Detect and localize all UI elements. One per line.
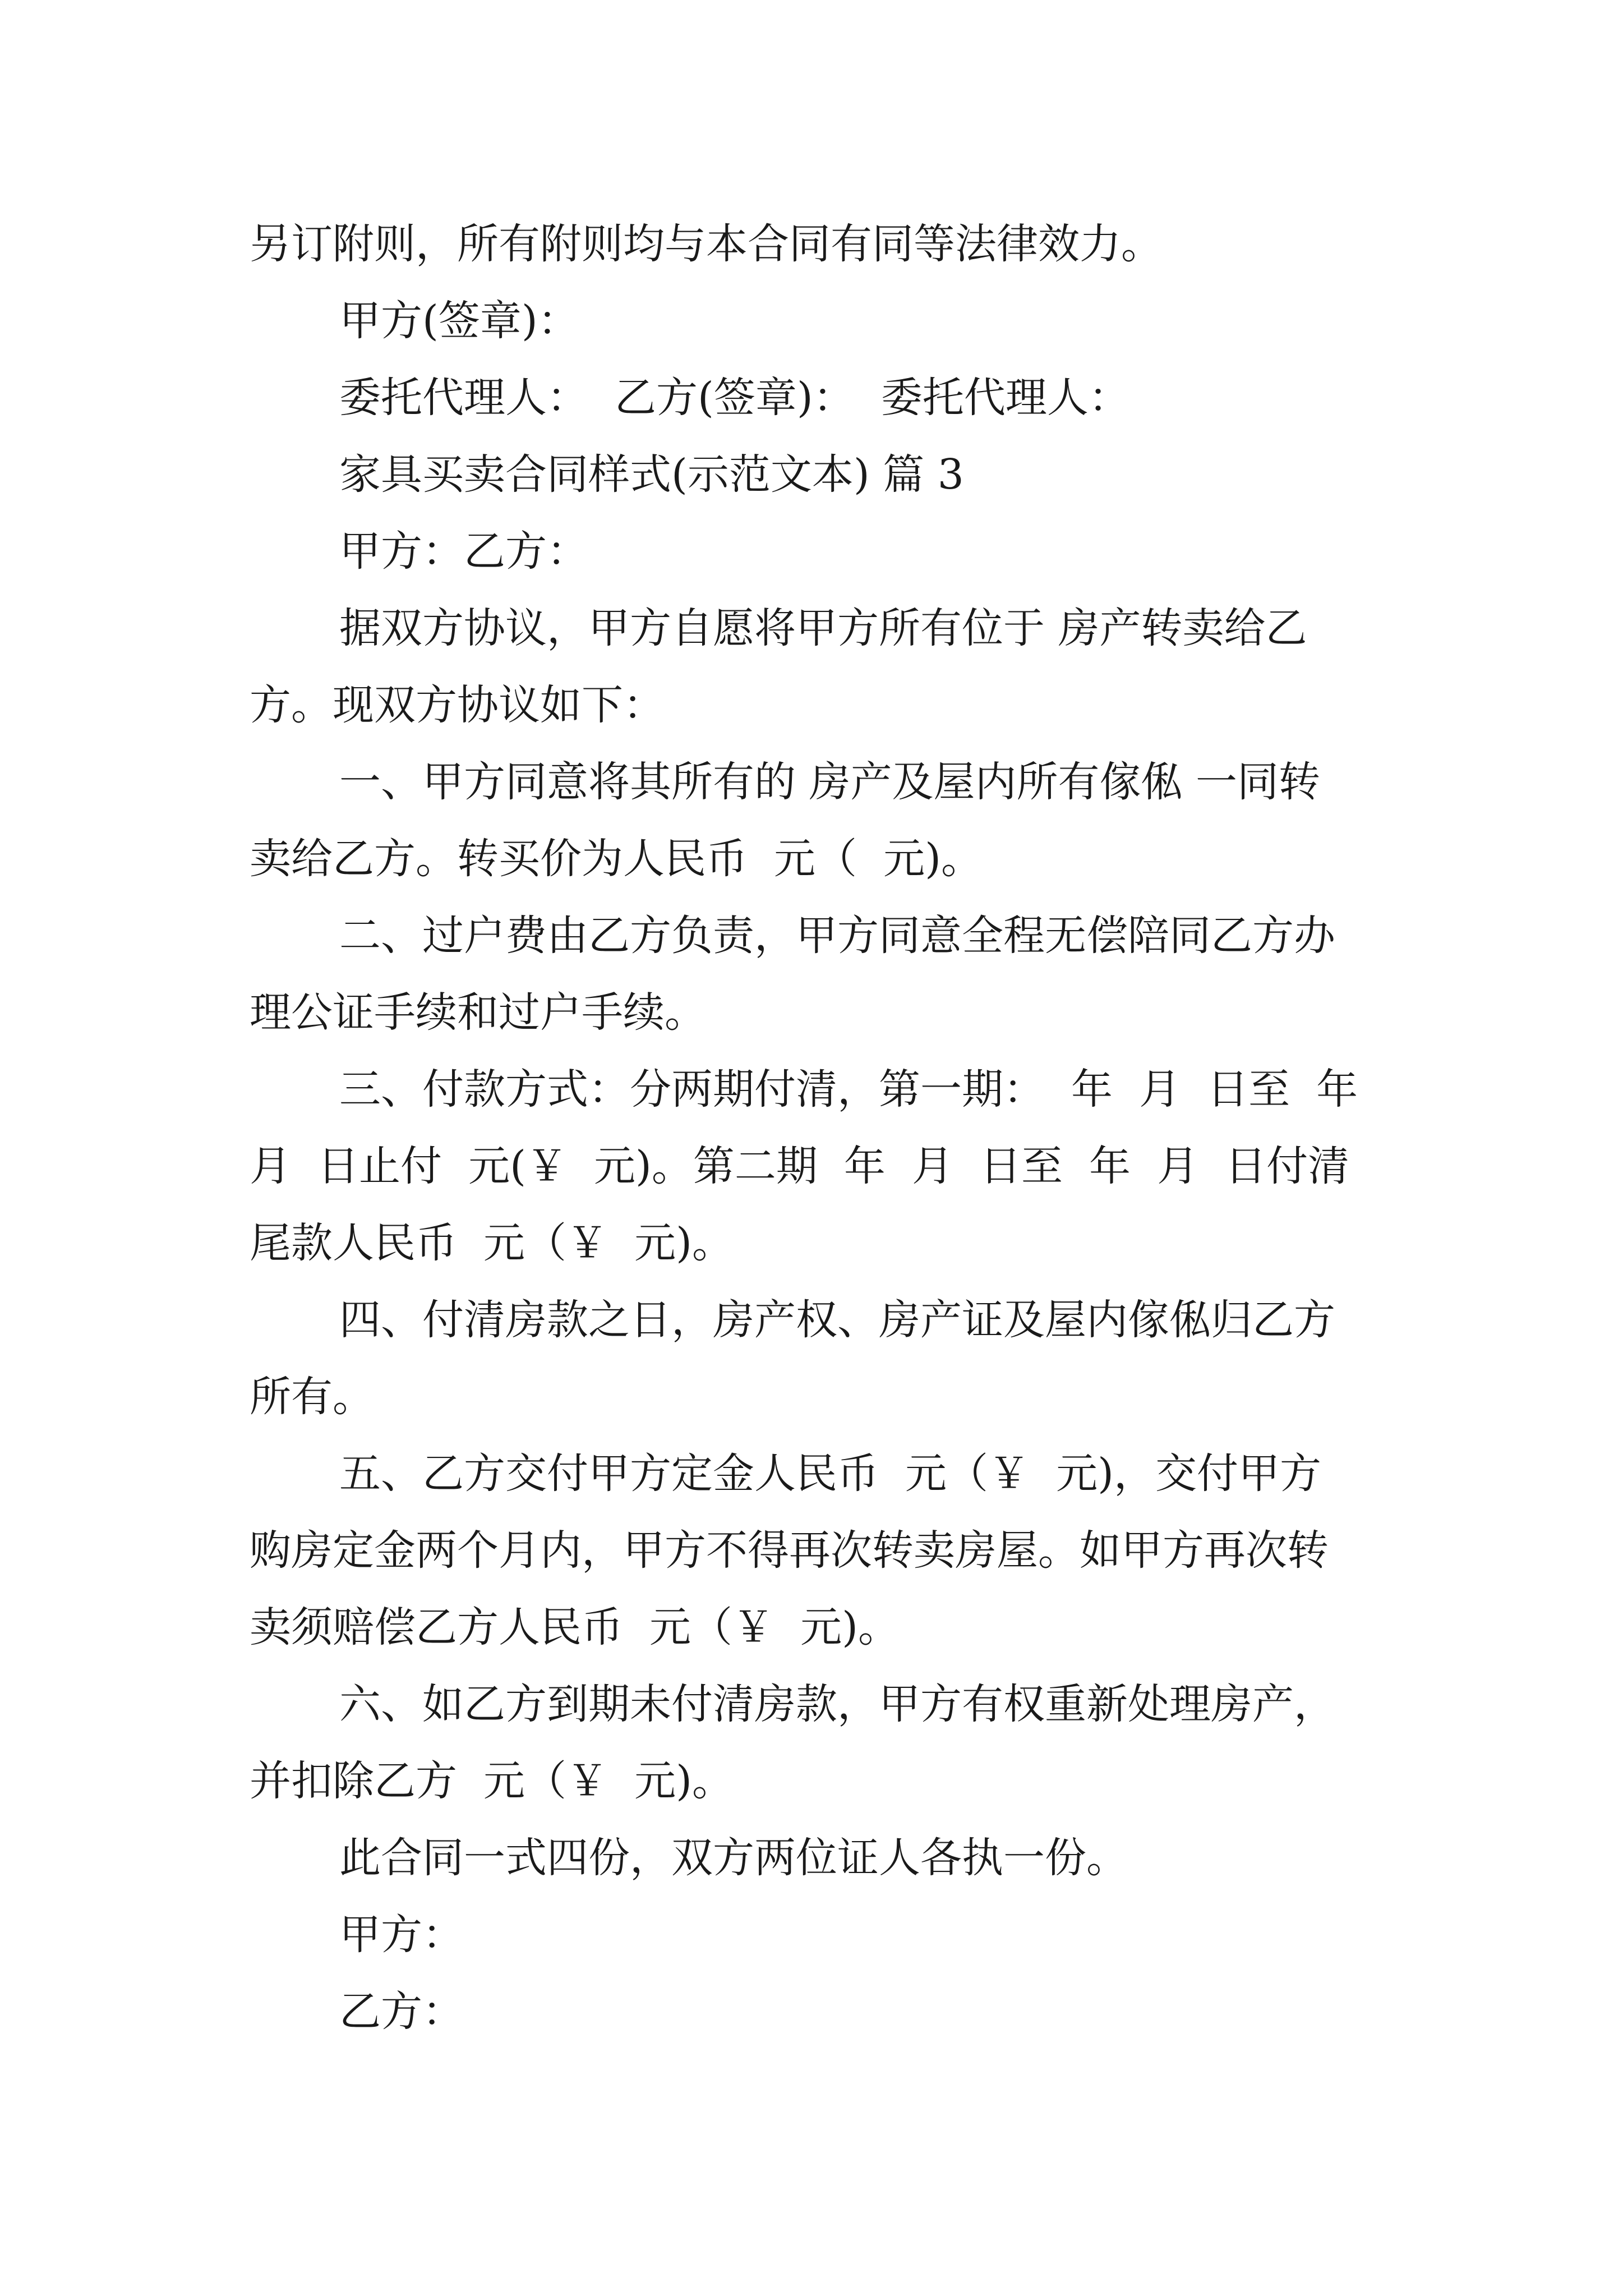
text-line-7: 方。现双方协议如下： [250,681,665,729]
text-line-6: 据双方协议，甲方自愿将甲方所有位于 房产转卖给乙 [339,604,1307,652]
signature-party-b: 乙方： [339,1987,464,2036]
text-line-8: 一、甲方同意将其所有的 房产及屋内所有傢俬 一同转 [339,758,1321,806]
text-line-15: 四、付清房款之日，房产权、房产证及屋内傢俬归乙方 [339,1296,1335,1344]
text-line-14: 尾款人民币 元（￥ 元)。 [250,1219,734,1267]
text-line-11: 理公证手续和过户手续。 [250,988,706,1037]
signature-party-a: 甲方： [339,1911,464,1959]
text-line-2: 甲方(签章)： [339,297,579,345]
text-line-17: 五、乙方交付甲方定金人民币 元（￥ 元)，交付甲方 [339,1450,1321,1498]
text-line-10: 二、过户费由乙方负责，甲方同意全程无偿陪同乙方办 [339,912,1335,960]
text-line-19: 卖须赔偿乙方人民币 元（￥ 元)。 [250,1603,900,1651]
text-line-9: 卖给乙方。转买价为人民币 元（ 元)。 [250,835,983,883]
text-line-5: 甲方：乙方： [339,527,588,576]
text-line-18: 购房定金两个月内，甲方不得再次转卖房屋。如甲方再次转 [250,1526,1329,1575]
text-line-12: 三、付款方式：分两期付清，第一期： 年 月 日至 年 [339,1065,1358,1114]
text-line-1: 另订附则，所有附则均与本合同有同等法律效力。 [250,220,1163,268]
text-line-22: 此合同一式四份，双方两位证人各执一份。 [339,1834,1128,1882]
section-heading: 家具买卖合同样式(示范文本) 篇 3 [339,450,964,499]
text-line-13: 月 日止付 元(￥ 元)。第二期 年 月 日至 年 月 日付清 [250,1142,1350,1190]
text-line-3: 委托代理人： 乙方(签章)： 委托代理人： [339,374,1130,422]
text-line-21: 并扣除乙方 元（￥ 元)。 [250,1757,734,1805]
text-line-16: 所有。 [250,1373,374,1421]
text-line-20: 六、如乙方到期未付清房款，甲方有权重新处理房产， [339,1680,1335,1728]
